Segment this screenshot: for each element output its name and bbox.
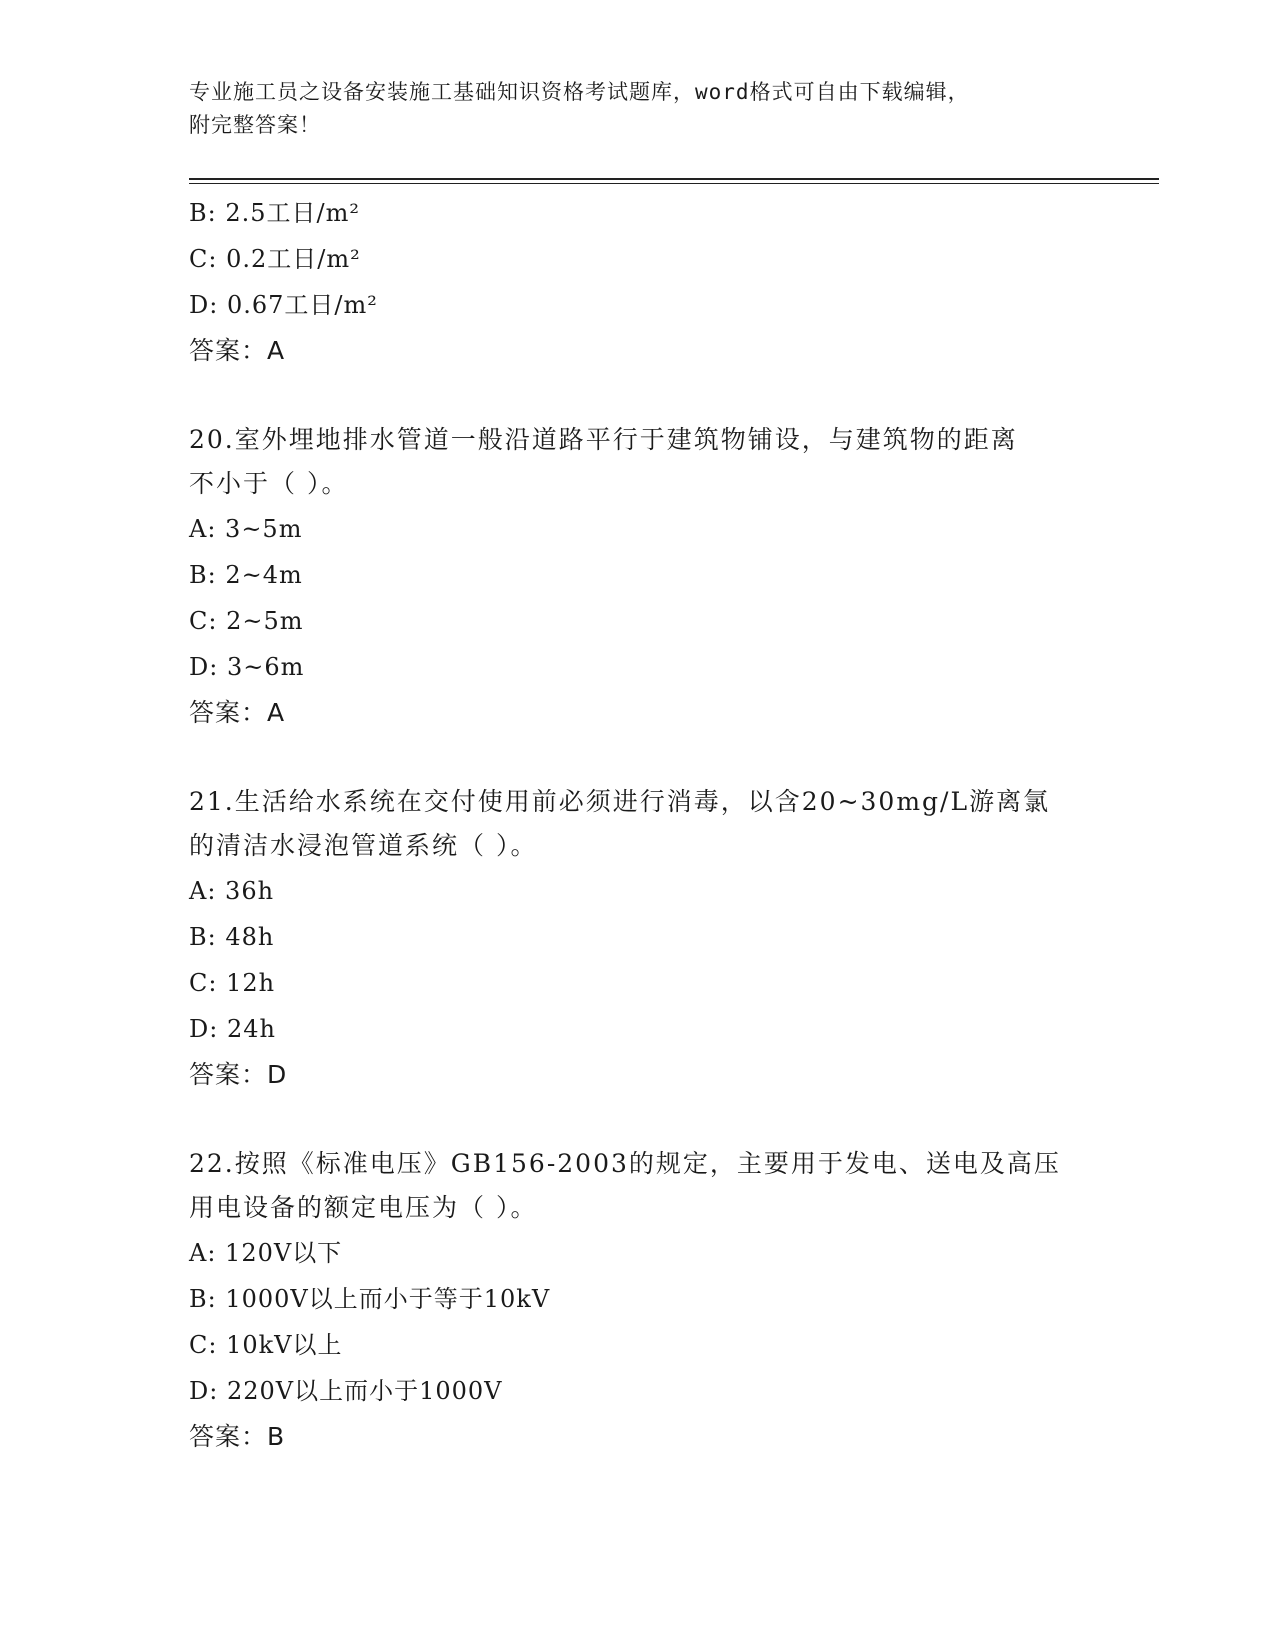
spacer [189, 1098, 1089, 1142]
option-b: B: 48h [189, 923, 275, 951]
question-stem-line: 用电设备的额定电压为（ ）。 [189, 1193, 538, 1222]
spacer [189, 736, 1089, 780]
option-a: A: 36h [189, 877, 275, 905]
document-header [189, 76, 1089, 142]
question-content [189, 190, 1089, 1460]
option-a: A: 3~5m [189, 515, 303, 543]
question-stem-line: 21.生活给水系统在交付使用前必须进行消毒，以含20~30mg/L游离氯 [189, 787, 1051, 816]
header-divider-thin [189, 183, 1159, 184]
answer-line: 答案：D [189, 1060, 288, 1089]
option-d: D: 220V以上而小于1000V [189, 1377, 503, 1405]
question-stem-line: 的清洁水浸泡管道系统（ ）。 [189, 831, 538, 860]
option-c: C: 10kV以上 [189, 1331, 343, 1359]
option-a: A: 120V以下 [189, 1239, 343, 1267]
question-19-continued [189, 190, 1089, 374]
question-20 [189, 418, 1089, 736]
question-22 [189, 1142, 1089, 1460]
option-d: D: 3~6m [189, 653, 305, 681]
question-stem-line: 不小于（ ）。 [189, 469, 349, 498]
option-b: B: 2.5工日/m² [189, 199, 360, 227]
header-line-1: 专业施工员之设备安装施工基础知识资格考试题库，word格式可自由下载编辑， [189, 80, 970, 104]
question-stem-line: 20.室外埋地排水管道一般沿道路平行于建筑物铺设，与建筑物的距离 [189, 425, 1018, 454]
option-d: D: 24h [189, 1015, 276, 1043]
option-c: C: 12h [189, 969, 276, 997]
answer-line: 答案：A [189, 336, 286, 365]
header-divider-thick [189, 178, 1159, 180]
option-b: B: 1000V以上而小于等于10kV [189, 1285, 551, 1313]
answer-line: 答案：A [189, 698, 286, 727]
option-c: C: 0.2工日/m² [189, 245, 361, 273]
answer-line: 答案：B [189, 1422, 286, 1451]
question-21 [189, 780, 1089, 1098]
option-b: B: 2~4m [189, 561, 303, 589]
question-stem-line: 22.按照《标准电压》GB156-2003的规定，主要用于发电、送电及高压 [189, 1149, 1061, 1178]
option-c: C: 2~5m [189, 607, 304, 635]
spacer [189, 374, 1089, 418]
option-d: D: 0.67工日/m² [189, 291, 378, 319]
header-line-2: 附完整答案！ [189, 113, 321, 137]
